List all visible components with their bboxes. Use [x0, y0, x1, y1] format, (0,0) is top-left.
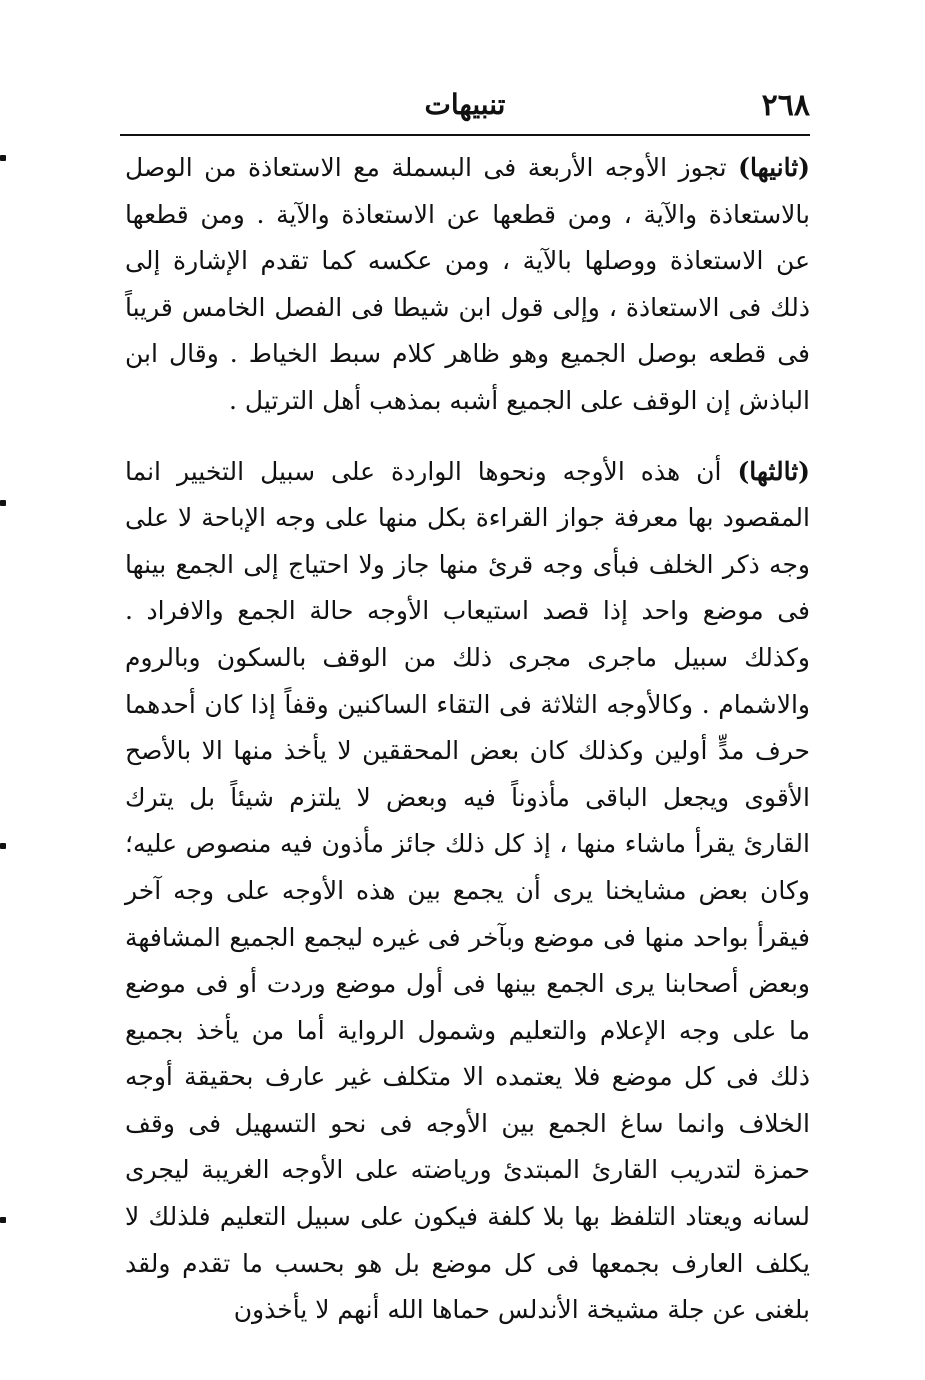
scan-margin-mark	[0, 500, 6, 506]
paragraph-text: تجوز الأوجه الأربعة فى البسملة مع الاستعاذة من الوصل بالاستعاذة والآية ، ومن قطعها عن الاستعاذة والآية . ومن قطعها عن الاستعاذة ووصلها بالآية ، ومن عكسه كما تقدم الإشارة إلى ذلك فى الاستعاذة ، وإلى قول ابن شيطا فى الفصل الخامس قريباً فى قطعه بوصل الجميع وهو ظاهر كلام سبط الخياط . وقال ابن الباذش إن الوقف على الجميع أشبه بمذهب أهل الترتيل .	[125, 153, 810, 415]
paragraph-lead: (ثانيها)	[738, 153, 811, 182]
paragraph-lead: (ثالثها)	[737, 456, 810, 486]
header-rule	[120, 134, 810, 136]
body-text	[125, 145, 810, 1334]
scan-margin-mark	[0, 843, 6, 849]
paragraph-second-note	[125, 145, 810, 425]
page-header	[120, 80, 810, 136]
running-title: تنبيهات	[424, 88, 506, 121]
paragraph-text: أن هذه الأوجه ونحوها الواردة على سبيل التخيير انما المقصود بها معرفة جواز القراءة بكل منها على وجه الإباحة لا على وجه ذكر الخلف فبأى وجه قرئ منها جاز ولا احتياج إلى الجمع بينها فى موضع واحد إذا قصد استيعاب الأوجه حالة الجمع والافراد . وكذلك سبيل ماجرى مجرى ذلك من الوقف بالسكون وبالروم والاشمام . وكالأوجه الثلاثة فى التقاء الساكنين وقفاً إذا كان أحدهما حرف مدٍّ أولين وكذلك كان بعض المحققين لا يأخذ منها الا بالأصح الأقوى ويجعل الباقى مأذوناً فيه وبعض لا يلتزم شيئاً بل يترك القارئ يقرأ ماشاء منها ، إذ كل ذلك جائز مأذون فيه منصوص عليه؛ وكان بعض مشايخنا يرى أن يجمع بين هذه الأوجه على وجه آخر فيقرأ بواحد منها فى موضع وبآخر فى غيره ليجمع الجميع المشافهة وبعض أصحابنا يرى الجمع بينها فى أول موضع وردت أو فى موضع ما على وجه الإعلام والتعليم وشمول الرواية أما من يأخذ بجميع ذلك فى كل موضع فلا يعتمده الا متكلف غير عارف بحقيقة أوجه الخلاف وانما ساغ الجمع بين الأوجه فى نحو التسهيل فى وقف حمزة لتدريب القارئ المبتدئ ورياضته على الأوجه الغريبة ليجرى لسانه ويعتاد التلفظ بها بلا كلفة فيكون على سبيل التعليم فلذلك لا يكلف العارف بجمعها فى كل موضع بل هو بحسب ما تقدم ولقد بلغنى عن جلة مشيخة الأندلس حماها الله أنهم لا يأخذون	[125, 456, 810, 1325]
page-number: ٢٦٨	[761, 88, 810, 123]
scan-margin-mark	[0, 1217, 6, 1223]
scan-margin-mark	[0, 155, 6, 161]
paragraph-third-note	[125, 449, 810, 1334]
